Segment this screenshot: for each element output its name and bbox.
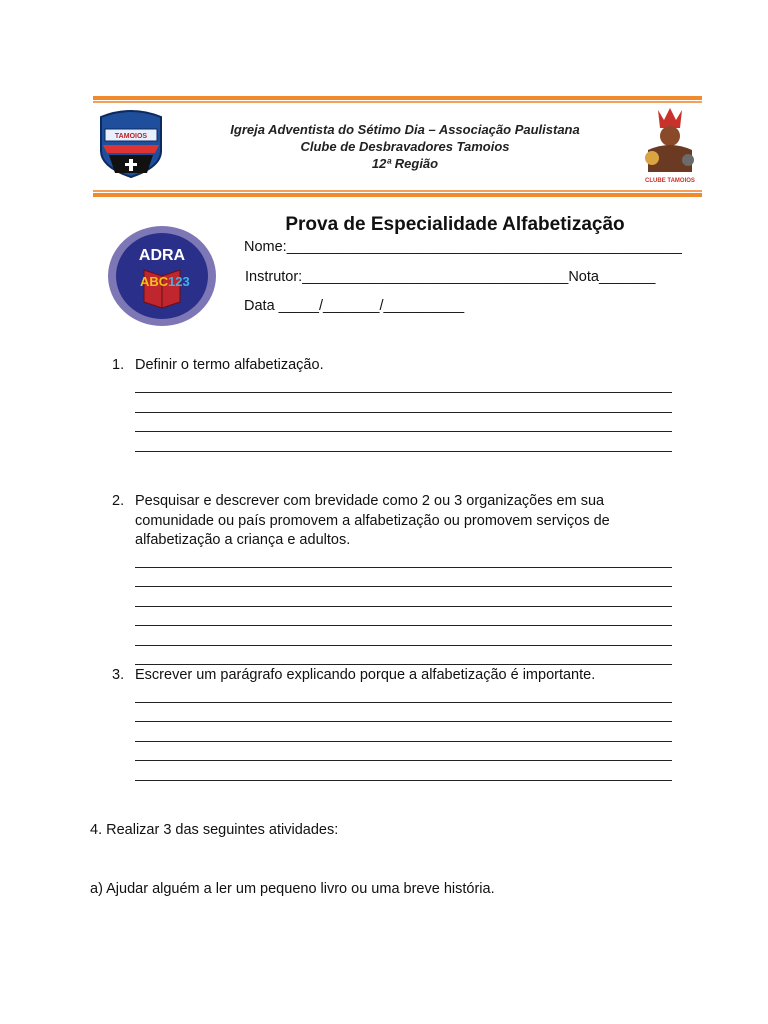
answer-line[interactable] bbox=[135, 567, 672, 568]
answer-line[interactable] bbox=[135, 625, 672, 626]
question-text: Escrever um parágrafo explicando porque a alfabetização é importante. bbox=[135, 667, 596, 683]
answer-line[interactable] bbox=[135, 760, 672, 761]
adra-literacy-badge bbox=[106, 224, 218, 328]
header-bottom-border-inner bbox=[93, 190, 702, 192]
answer-line[interactable] bbox=[135, 702, 672, 703]
badge-letters: ABC bbox=[140, 274, 169, 289]
activity-instruction: 4. Realizar 3 das seguintes atividades: bbox=[90, 822, 339, 838]
answer-line[interactable] bbox=[135, 606, 672, 607]
header-top-border-inner bbox=[93, 101, 702, 103]
name-field[interactable]: Nome:_________________________________________________ bbox=[244, 239, 682, 255]
instructor-grade-field[interactable]: Instrutor:_________________________________Nota_______ bbox=[245, 269, 656, 285]
answer-line[interactable] bbox=[135, 451, 672, 452]
answer-line[interactable] bbox=[135, 412, 672, 413]
answer-line[interactable] bbox=[135, 664, 672, 665]
header-line-club: Clube de Desbravadores Tamoios bbox=[300, 139, 510, 154]
answer-line[interactable] bbox=[135, 721, 672, 722]
page-title: Prova de Especialidade Alfabetização bbox=[285, 214, 625, 235]
answer-line[interactable] bbox=[135, 741, 672, 742]
answer-line[interactable] bbox=[135, 586, 672, 587]
question-number: 2. bbox=[112, 493, 125, 509]
club-crest-logo bbox=[95, 107, 167, 185]
question-number: 3. bbox=[112, 667, 125, 683]
activity-option-a: a) Ajudar alguém a ler um pequeno livro ou uma breve história. bbox=[90, 881, 495, 897]
header-bottom-border bbox=[93, 193, 702, 197]
answer-line[interactable] bbox=[135, 392, 672, 393]
answer-line[interactable] bbox=[135, 780, 672, 781]
answer-line[interactable] bbox=[135, 431, 672, 432]
crest-text: TAMOIOS bbox=[114, 133, 148, 140]
question-text: Pesquisar e descrever com brevidade como 2 ou 3 organizações em sua comunidade ou país promovem a alfabetização ou promovem serviços de alfabetização a criança e adultos. bbox=[135, 493, 610, 548]
question-number: 1. bbox=[112, 357, 125, 373]
header-line-region: 12ª Região bbox=[371, 156, 439, 171]
badge-numbers: 123 bbox=[168, 274, 190, 289]
tamoios-logo bbox=[638, 106, 702, 178]
header-top-border bbox=[93, 96, 702, 100]
answer-line[interactable] bbox=[135, 645, 672, 646]
tamoios-logo-caption: CLUBE TAMOIOS bbox=[645, 178, 695, 184]
badge-adra-text: ADRA bbox=[138, 247, 186, 264]
date-field[interactable]: Data _____/_______/__________ bbox=[244, 298, 465, 314]
question-text: Definir o termo alfabetização. bbox=[135, 357, 324, 373]
header-line-church: Igreja Adventista do Sétimo Dia – Associação Paulistana bbox=[230, 122, 580, 137]
